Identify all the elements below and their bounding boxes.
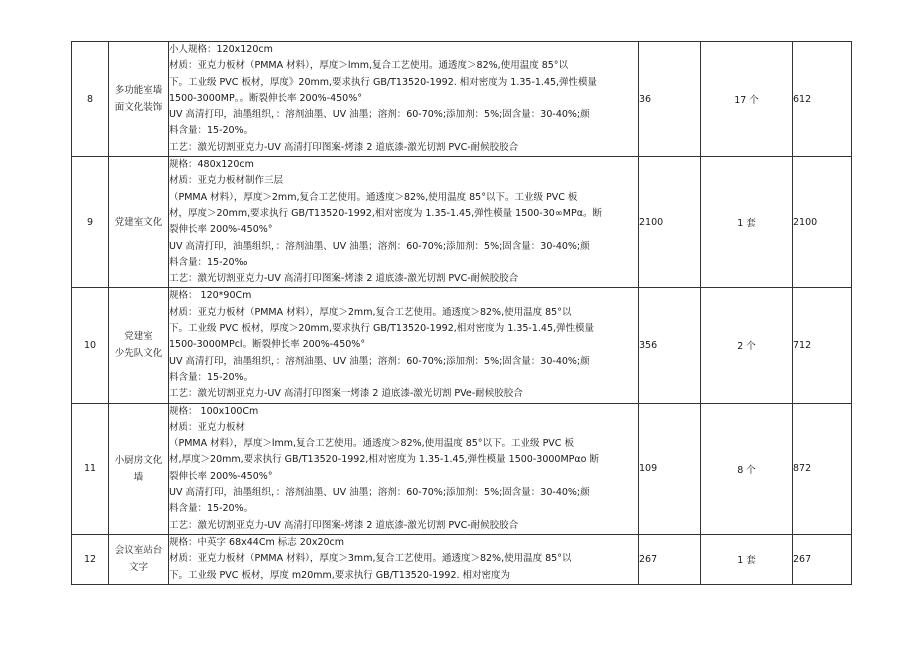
- spec-line: 材质：亚克力板材（PMMA 材料），厚度＞3mm,复合工艺使用。通透度＞82%,使用温度 85°以: [169, 553, 572, 565]
- spec-line: 裂伸长率 200%-450%°: [169, 224, 273, 236]
- spec-line: 下。工业级 PVC 板材，厚度＞20mm,要求执行 GB/T13520-1992,相对密度为 1.35-1.45,弹性模量: [169, 323, 595, 335]
- item-name-line: 多功能室墙: [114, 85, 163, 97]
- item-specification: [169, 534, 639, 584]
- spec-line: 裂伸长率 200%-450%°: [169, 470, 273, 482]
- item-name-line: 小厨房文化: [114, 454, 163, 466]
- spec-line: （PMMA 材料），厚度＞2mm,复合工艺使用。通透度＞82%,使用温度 85°以下。工业级 PVC 板: [169, 191, 578, 203]
- spec-line: 工艺：激光切割亚克力-UV 高清打印图案-烤漆 2 道底漆-激光切割 PVC-耐候胶胶合: [169, 141, 519, 153]
- spec-line: 工艺：激光切割亚克力-UV 高清打印图案一烤漆 2 道底漆-激光切割 PVe-耐候胶胶合: [169, 388, 523, 400]
- spec-line: 规格：480x120cm: [169, 159, 254, 171]
- unit-price: 356: [639, 288, 701, 403]
- unit-price: 36: [639, 42, 701, 157]
- spec-line: 材质：亚克力板材: [169, 421, 246, 433]
- item-name-line: 墙: [133, 471, 144, 483]
- spec-line: 材，厚度＞20mm,要求执行 GB/T13520-1992,相对密度为 1.35-1.45,弹性模量 1500-30∞MPα。断: [169, 207, 602, 219]
- item-name: [109, 534, 169, 584]
- item-specification: [169, 288, 639, 403]
- spec-line: 下。工业级 PVC 板材，厚度 m20mm,要求执行 GB/T13520-1992. 相对密度为: [169, 569, 511, 581]
- item-name: [109, 403, 169, 534]
- total-price: 872: [793, 403, 852, 534]
- total-price: 2100: [793, 157, 852, 288]
- item-specification: [169, 403, 639, 534]
- item-number: 11: [72, 403, 109, 534]
- quantity: 17 个: [701, 42, 793, 157]
- unit-price: 2100: [639, 157, 701, 288]
- spec-line: 料含量：15-20‰: [169, 256, 248, 268]
- item-specification: [169, 157, 639, 288]
- table-row: [72, 288, 852, 403]
- total-price: 612: [793, 42, 852, 157]
- spec-line: 料含量：15-20%。: [169, 503, 254, 515]
- spec-line: （PMMA 材料），厚度＞lmm,复合工艺使用。通透度＞82%,使用温度 85°以下。工业级 PVC 板: [169, 438, 574, 450]
- quantity: 1 套: [701, 157, 793, 288]
- item-name: [109, 42, 169, 157]
- spec-line: 料含量：15-20%。: [169, 371, 254, 383]
- quantity: 8 个: [701, 403, 793, 534]
- item-number: 9: [72, 157, 109, 288]
- spec-line: 1500-3000MP。。断裂伸长率 200%-450%°: [169, 92, 362, 104]
- table-body: [72, 42, 852, 585]
- spec-line: 工艺：激光切割亚克力-UV 高清打印图案-烤漆 2 道底漆-激光切割 PVC-耐候胶胶合: [169, 519, 519, 531]
- spec-line: 小人规格：120x120cm: [169, 44, 273, 55]
- total-price: 267: [793, 534, 852, 584]
- unit-price: 267: [639, 534, 701, 584]
- spec-line: 规格： 100x100Cm: [169, 405, 259, 417]
- unit-price: 109: [639, 403, 701, 534]
- spec-line: 工艺：激光切割亚克力-UV 高清打印图案-烤漆 2 道底漆-激光切割 PVC-耐候胶胶合: [169, 273, 519, 285]
- spec-line: 下。工业级 PVC 板材，厚度》20mm,要求执行 GB/T13520-1992. 相对密度为 1.35-1.45,弹性模量: [169, 76, 598, 88]
- document-page: [71, 41, 851, 585]
- table-row: [72, 403, 852, 534]
- item-number: 10: [72, 288, 109, 403]
- item-name-line: 面文化装饰: [114, 102, 163, 114]
- spec-line: 材质：亚克力板材（PMMA 材料），厚度＞lmm,复合工艺使用。通透度＞82%,使用温度 85°以: [169, 60, 569, 72]
- spec-line: 1500-3000MPcl。断裂伸长率 200%-450%°: [169, 339, 366, 351]
- spec-line: 材质：亚克力板材（PMMA 材料），厚度＞2mm,复合工艺使用。通透度＞82%,使用温度 85°以: [169, 306, 572, 318]
- spec-line: UV 高清打印，油墨组织，：溶剂油墨、UV 油墨；溶剂：60-70%;添加剂：5%;固含量：30-40%;颜: [169, 240, 590, 252]
- table-row: [72, 157, 852, 288]
- item-specification: [169, 42, 639, 157]
- spec-line: 材质：亚克力板材制作三层: [169, 175, 284, 187]
- table-row: [72, 534, 852, 584]
- spec-line: 规格：中英字 68x44Cm 标志 20x20cm: [169, 536, 345, 548]
- spec-line: UV 高清打印，油墨组织，：溶剂油墨、UV 油墨；溶剂：60-70%;添加剂：5%;固含量：30-40%;颜: [169, 109, 590, 121]
- quantity: 1 套: [701, 534, 793, 584]
- spec-table: [71, 41, 852, 585]
- spec-line: 材,厚度＞20mm,要求执行 GB/T13520-1992,相对密度为 1.35-1.45,弹性模量 1500-3000MPαo 断: [169, 454, 599, 466]
- item-number: 12: [72, 534, 109, 584]
- item-number: 8: [72, 42, 109, 157]
- quantity: 2 个: [701, 288, 793, 403]
- item-name: [109, 288, 169, 403]
- item-name-line: 党建室: [124, 331, 153, 343]
- total-price: 712: [793, 288, 852, 403]
- item-name-line: 少先队文化: [114, 348, 163, 360]
- table-row: [72, 42, 852, 157]
- spec-line: 料含量：15-20%。: [169, 125, 254, 137]
- item-name: [109, 157, 169, 288]
- item-name-line: 党建室文化: [114, 216, 163, 228]
- spec-line: UV 高清打印，油墨组织，：溶剂油墨、UV 油墨；溶剂：60-70%;添加剂：5%;固含量：30-40%;颜: [169, 355, 590, 367]
- item-name-line: 文字: [128, 562, 148, 574]
- spec-line: 规格： 120*90Cm: [169, 290, 252, 302]
- item-name-line: 会议室站台: [114, 545, 163, 557]
- spec-line: UV 高清打印，油墨组织，：溶剂油墨、UV 油墨；溶剂：60-70%;添加剂：5%;固含量：30-40%;颜: [169, 487, 590, 499]
